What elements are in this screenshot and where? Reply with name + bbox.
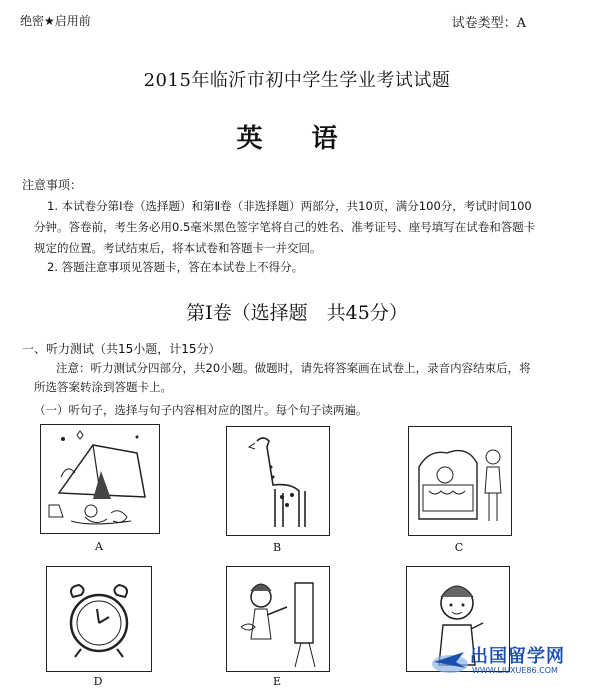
exam-title: 2015年临沂市初中学生学业考试试题 xyxy=(143,70,451,91)
picture-e-label: E xyxy=(272,675,282,688)
picture-b xyxy=(226,426,330,536)
watermark-text: 出国留学网 xyxy=(470,646,565,667)
listening-instructions: 注意：听力测试分四部分，共20小题。做题时，请先将答案画在试卷上，录音内容结束后，将所选答案转涂到答题卡上。 xyxy=(34,361,531,394)
site-watermark xyxy=(430,640,590,680)
giraffe-icon xyxy=(227,427,329,535)
picture-c xyxy=(408,426,512,536)
picture-d xyxy=(46,566,152,672)
picture-a xyxy=(40,424,160,534)
confidential-label: 绝密★启用前 xyxy=(20,14,91,28)
notice-heading: 注意事项： xyxy=(22,178,83,192)
picture-c-label: C xyxy=(454,541,464,554)
watermark-url: WWW.LIUXUE86.COM xyxy=(472,666,558,675)
picture-b-label: B xyxy=(272,541,282,554)
child-bed-icon xyxy=(409,427,511,535)
picture-e xyxy=(226,566,330,672)
tent-camping-icon xyxy=(41,425,159,533)
airplane-logo-icon xyxy=(430,642,470,678)
listening-section-title: 一、听力测试（共15小题，计15分） xyxy=(22,342,221,356)
subject-title: 英 语 xyxy=(236,124,358,154)
notice-item-2: 2. 答题注意事项见答题卡，答在本试卷上不得分。 xyxy=(47,260,304,274)
picture-d-label: D xyxy=(93,675,103,688)
paper-type-label: 试卷类型：A xyxy=(451,16,526,31)
notice-item-1: 1. 本试卷分第Ⅰ卷（选择题）和第Ⅱ卷（非选择题）两部分，共10页，满分100分，考试时间100分钟。答卷前，考生务必用0.5毫米黑色签字笔将自己的姓名、准考证号、座号填写在试卷和答题卡规定的位置。考试结束后，将本试卷和答题卡一并交回。 xyxy=(34,199,536,255)
part-one-title: 第Ⅰ卷（选择题 共45分） xyxy=(186,302,408,324)
alarm-clock-icon xyxy=(47,567,151,671)
girl-painting-icon xyxy=(227,567,329,671)
listening-part-one-instructions: （一）听句子，选择与句子内容相对应的图片。每个句子读两遍。 xyxy=(34,403,368,417)
picture-a-label: A xyxy=(95,540,103,553)
